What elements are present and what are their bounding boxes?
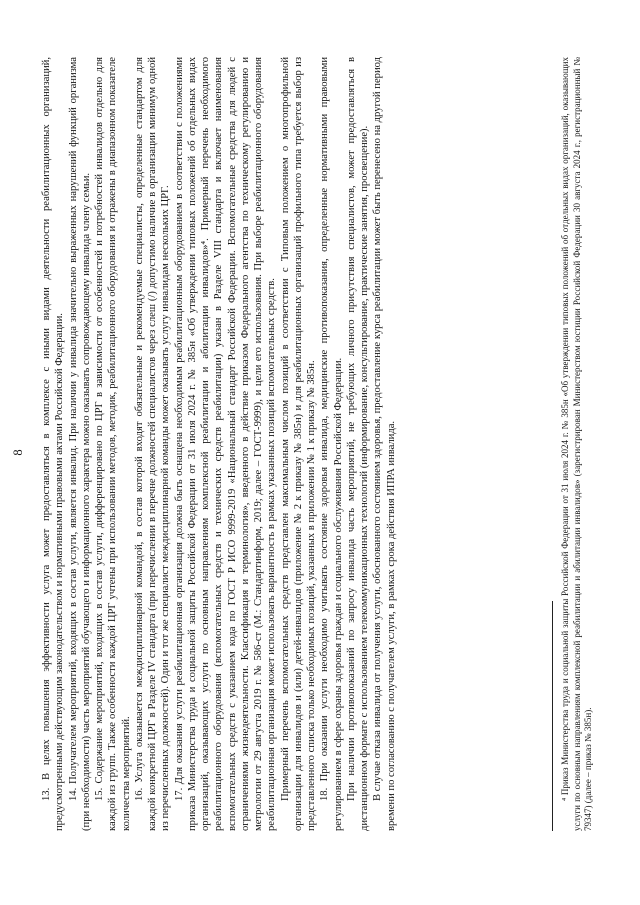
paragraph-17: 17. Для оказания услуги реабилитационная организация должна быть оснащена необходимым реабилитационным оборудованием в соответствии с положениями приказа Министерства труда и социальной защиты Российской Федерации от 31 июля 2024 г. № 385н «Об утверждении типовых положений об отдельных видах организаций, оказывающих услуги по основным направлениям комплексной реабилитации и абилитации инвалидов»⁴. Примерный перечень необходимого реабилитационного оборудования (вспомогательных средств и технических средств реабилитации) указан в Разделе VIII стандарта и включает наименования вспомогательных средств с указанием кода по ГОСТ Р ИСО 9999-2019 «Национальный стандарт Российской Федерации. Вспомогательные средства для людей с ограничениями жизнедеятельности. Классификация и терминология», введенного в действие приказом Федерального агентства по техническому регулированию и метрологии от 29 августа 2019 г. № 586-ст (М.: Стандартинформ, 2019; далее – ГОСТ-9999), и цели его использования. При выборе реабилитационного оборудования реабилитационная организация может использовать вариантность в рамках указанных позиций вспомогательных средств.: [173, 57, 278, 831]
paragraph-17-list-note: Примерный перечень вспомогательных средств представлен максимальным числом позиций в соответствии с Типовым положением о многопрофильной организации для инвалидов и (или) детей-инвалидов (приложение № 2 к приказу № 385н) и для реабилитационных организаций профильного типа требуется выбор из представленного списка только необходимых позиций, указанных в приложении № 1 к приказу № 385н.: [279, 57, 317, 831]
paragraph-18-remote: При наличии противопоказаний по запросу инвалида часть мероприятий, не требующих личного присутствия специалистов, может предоставляться в дистанционном формате с использованием телекоммуникационных технологий (информирование, консультирование, практические занятия, просвещение).: [345, 57, 370, 831]
body-text: [40, 57, 398, 831]
page-number: 8: [11, 449, 25, 456]
paragraph-16: 16. Услуга оказывается междисциплинарной командой, в состав которой входят обязательные и рекомендуемые специалисты, определенные стандартом для каждой конкретной ЦРГ в Разделе IV стандарта (при перечислении в перечне должностей специалистов через слеш (/) допустимо наличие в организации минимум одной из перечисленных должностей). Один и тот же специалист междисциплинарной команды может оказывать услугу инвалидам нескольких ЦРГ.: [133, 57, 172, 831]
footnote-divider: [552, 601, 553, 831]
paragraph-18-refusal: В случае отказа инвалида от получения услуги, обоснованного состоянием здоровья, предоставление курса реабилитации может быть перенесено на другой период времени по согласованию с получателем услуги, в рамках срока действия ИПРА инвалида.: [372, 57, 397, 831]
paragraph-15: 15. Содержание мероприятий, входящих в состав услуги, дифференцировано по ЦРГ в зависимости от особенностей и потребностей инвалидов отдельно для каждой из групп. Также особенности каждой ЦРГ учтены при использовании методов, методик, реабилитационного оборудования и отражены в диапазонном показателе количества мероприятий.: [94, 57, 132, 831]
paragraph-18: 18. При оказании услуги необходимо учитывать состояние здоровья инвалида, медицинские противопоказания, определенные нормативными правовыми регулированием в сфере охраны здоровья граждан и социального обслуживания Российской Федерации.: [319, 57, 344, 831]
paragraph-13: 13. В целях повышения эффективности услуга может предоставляться в комплексе с иными видами деятельности реабилитационных организаций, предусмотренными действующим законодательством и нормативными правовыми актами Российской Федерации.: [41, 57, 66, 831]
footnote: [560, 57, 595, 831]
paragraph-14: 14. Получателем мероприятий, входящих в состав услуги, является инвалид. При наличии у инвалида значительно выраженных нарушений функций организма (при необходимости) часть мероприятий обучающего и информационного характера можно оказывать сопровождающему инвалида члену семьи.: [67, 57, 92, 831]
footnote-text: ⁴ Приказ Министерства труда и социальной защиты Российской Федерации от 31 июля 2024 г. № 385н «Об утверждении типовых положений об отдельных видах организаций, оказывающих услуги по основным направлениям комплексной реабилитации и абилитации инвалидов» (зарегистрирован Министерством юстиции Российской Федерации 30 августа 2024 г., регистрационный № 79347) (далее – приказ № 385н).: [560, 57, 593, 831]
